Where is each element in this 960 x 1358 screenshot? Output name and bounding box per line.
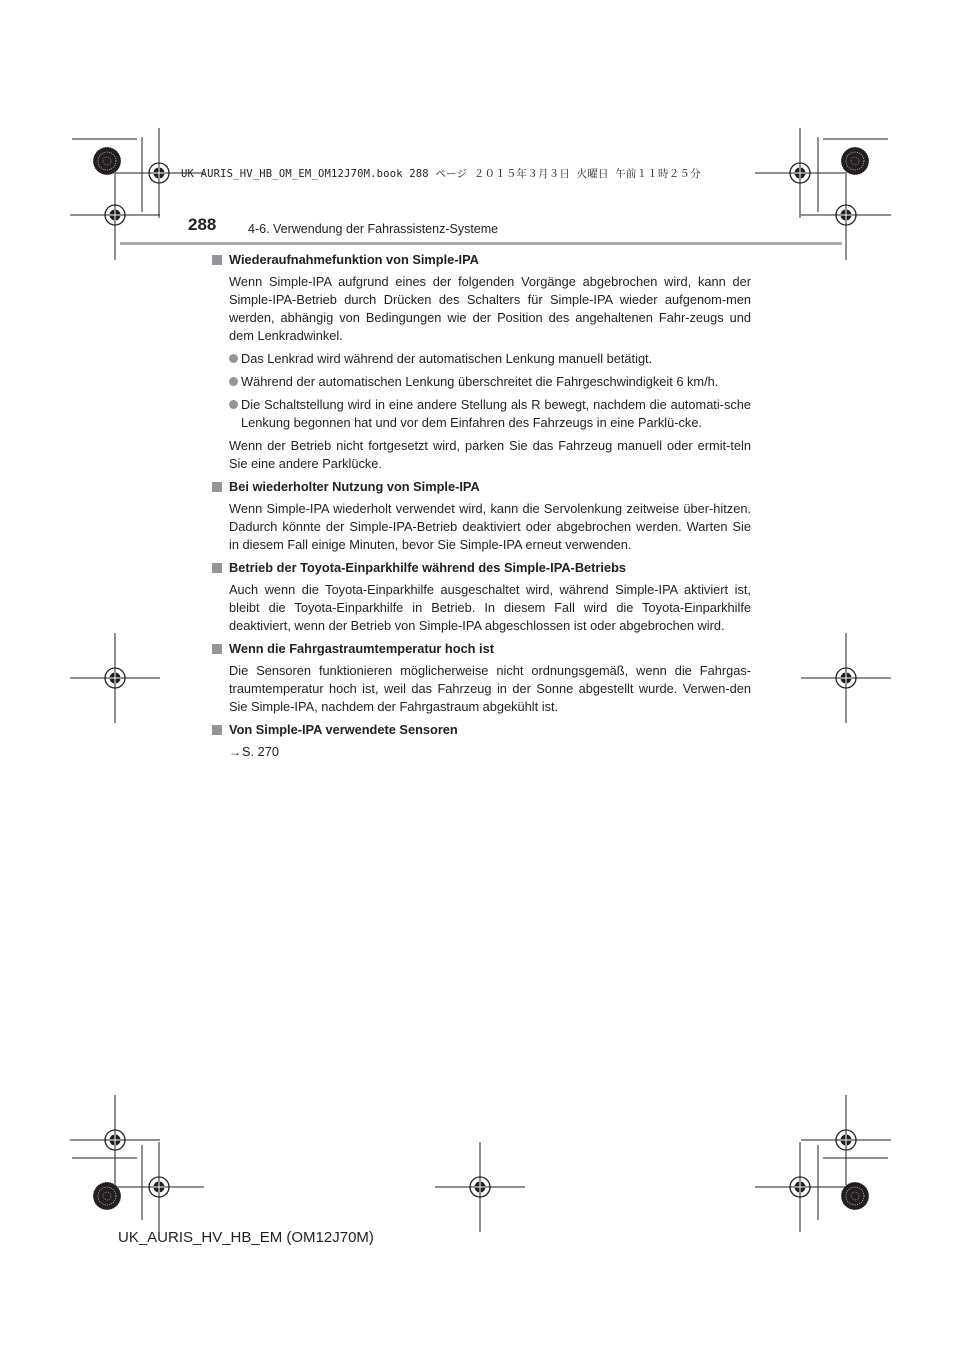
- registration-mark-top-right: [755, 128, 845, 218]
- square-bullet-icon: [212, 563, 222, 573]
- arrow-right-icon: →: [229, 745, 241, 759]
- square-bullet-icon: [212, 725, 222, 735]
- section-heading: Betrieb der Toyota-Einparkhilfe während des Simple-IPA-Betriebs: [210, 559, 751, 577]
- section-paragraph: Wenn Simple-IPA aufgrund eines der folgenden Vorgänge abgebrochen wird, kann der Simple-IPA-Betrieb durch Drücken des Schalters für Simple-IPA wieder aufgenom-men werden, abhängig von Bedingungen wie der Position des angehaltenen Fahr-zeugs und dem Lenkradwinkel.: [229, 274, 751, 343]
- list-item: Die Schaltstellung wird in eine andere Stellung als R bewegt, nachdem die automati-sche Lenkung begonnen hat und vor dem Einfahren des Fahrzeugs in eine Parklü-cke.: [229, 396, 751, 432]
- color-target-bottom-left: [93, 1182, 121, 1210]
- registration-mark-left-lower: [70, 1095, 160, 1185]
- page-reference[interactable]: [229, 743, 751, 761]
- color-target-top-left: [93, 147, 121, 175]
- section-resume-function: [210, 251, 751, 473]
- section-paragraph: Auch wenn die Toyota-Einparkhilfe ausgeschaltet wird, während Simple-IPA aktiviert ist, bleibt die Toyota-Einparkhilfe in Betrieb. In diesem Fall wird die Toyota-Einparkhilfe deaktiviert, wenn der Betrieb von Simple-IPA abgeschlossen ist oder abgebrochen wird.: [229, 582, 751, 633]
- registration-mark-left-upper: [70, 170, 160, 260]
- section-cabin-temperature: [210, 640, 751, 716]
- registration-mark-left-middle: [70, 633, 160, 723]
- section-header-title: 4-6. Verwendung der Fahrassistenz-Systeme: [248, 222, 499, 236]
- header-divider: [120, 242, 842, 245]
- section-heading: Bei wiederholter Nutzung von Simple-IPA: [210, 478, 751, 496]
- registration-mark-bottom-left: [114, 1142, 204, 1232]
- color-target-bottom-right: [841, 1182, 869, 1210]
- circle-bullet-icon: [229, 400, 238, 409]
- circle-bullet-icon: [229, 377, 238, 386]
- registration-mark-right-lower: [801, 1095, 891, 1185]
- page-reference-link[interactable]: S. 270: [242, 744, 279, 759]
- page-content: [210, 251, 751, 766]
- list-item: Während der automatischen Lenkung überschreitet die Fahrgeschwindigkeit 6 km/h.: [229, 373, 751, 391]
- circle-bullet-icon: [229, 354, 238, 363]
- section-repeated-use: [210, 478, 751, 554]
- registration-mark-bottom-center: [435, 1142, 525, 1232]
- section-heading: Wiederaufnahmefunktion von Simple-IPA: [210, 251, 751, 269]
- registration-mark-right-middle: [801, 633, 891, 723]
- registration-mark-right-upper: [801, 170, 891, 260]
- print-file-info: UK AURIS_HV_HB_OM_EM_OM12J70M.book 288 ページ ２０１５年３月３日 火曜日 午前１１時２５分: [181, 168, 701, 180]
- square-bullet-icon: [212, 644, 222, 654]
- section-parking-aid: [210, 559, 751, 635]
- square-bullet-icon: [212, 255, 222, 265]
- page-number: 288: [188, 215, 217, 234]
- color-target-top-right: [841, 147, 869, 175]
- section-heading: Wenn die Fahrgastraumtemperatur hoch ist: [210, 640, 751, 658]
- bullet-list: [229, 350, 751, 432]
- list-item: Das Lenkrad wird während der automatischen Lenkung manuell betätigt.: [229, 350, 751, 368]
- square-bullet-icon: [212, 482, 222, 492]
- section-heading: Von Simple-IPA verwendete Sensoren: [210, 721, 751, 739]
- registration-mark-bottom-right: [755, 1142, 845, 1232]
- section-sensors: [210, 721, 751, 761]
- section-paragraph: Wenn Simple-IPA wiederholt verwendet wird, kann die Servolenkung zeitweise über-hitzen. Dadurch könnte der Simple-IPA-Betrieb deaktiviert oder abgebrochen werden. Warten Sie in diesem Fall einige Minuten, bevor Sie Simple-IPA erneut verwenden.: [229, 501, 751, 552]
- section-paragraph: Die Sensoren funktionieren möglicherweise nicht ordnungsgemäß, wenn die Fahrgas-traumtemperatur hoch ist, weil das Fahrzeug in der Sonne abgestellt wurde. Verwen-den Sie Simple-IPA, nachdem der Fahrgastraum abgekühlt ist.: [229, 663, 751, 714]
- section-paragraph: Wenn der Betrieb nicht fortgesetzt wird, parken Sie das Fahrzeug manuell oder ermit-teln Sie eine andere Parklücke.: [229, 438, 751, 471]
- footer-document-id: UK_AURIS_HV_HB_EM (OM12J70M): [118, 1229, 374, 1246]
